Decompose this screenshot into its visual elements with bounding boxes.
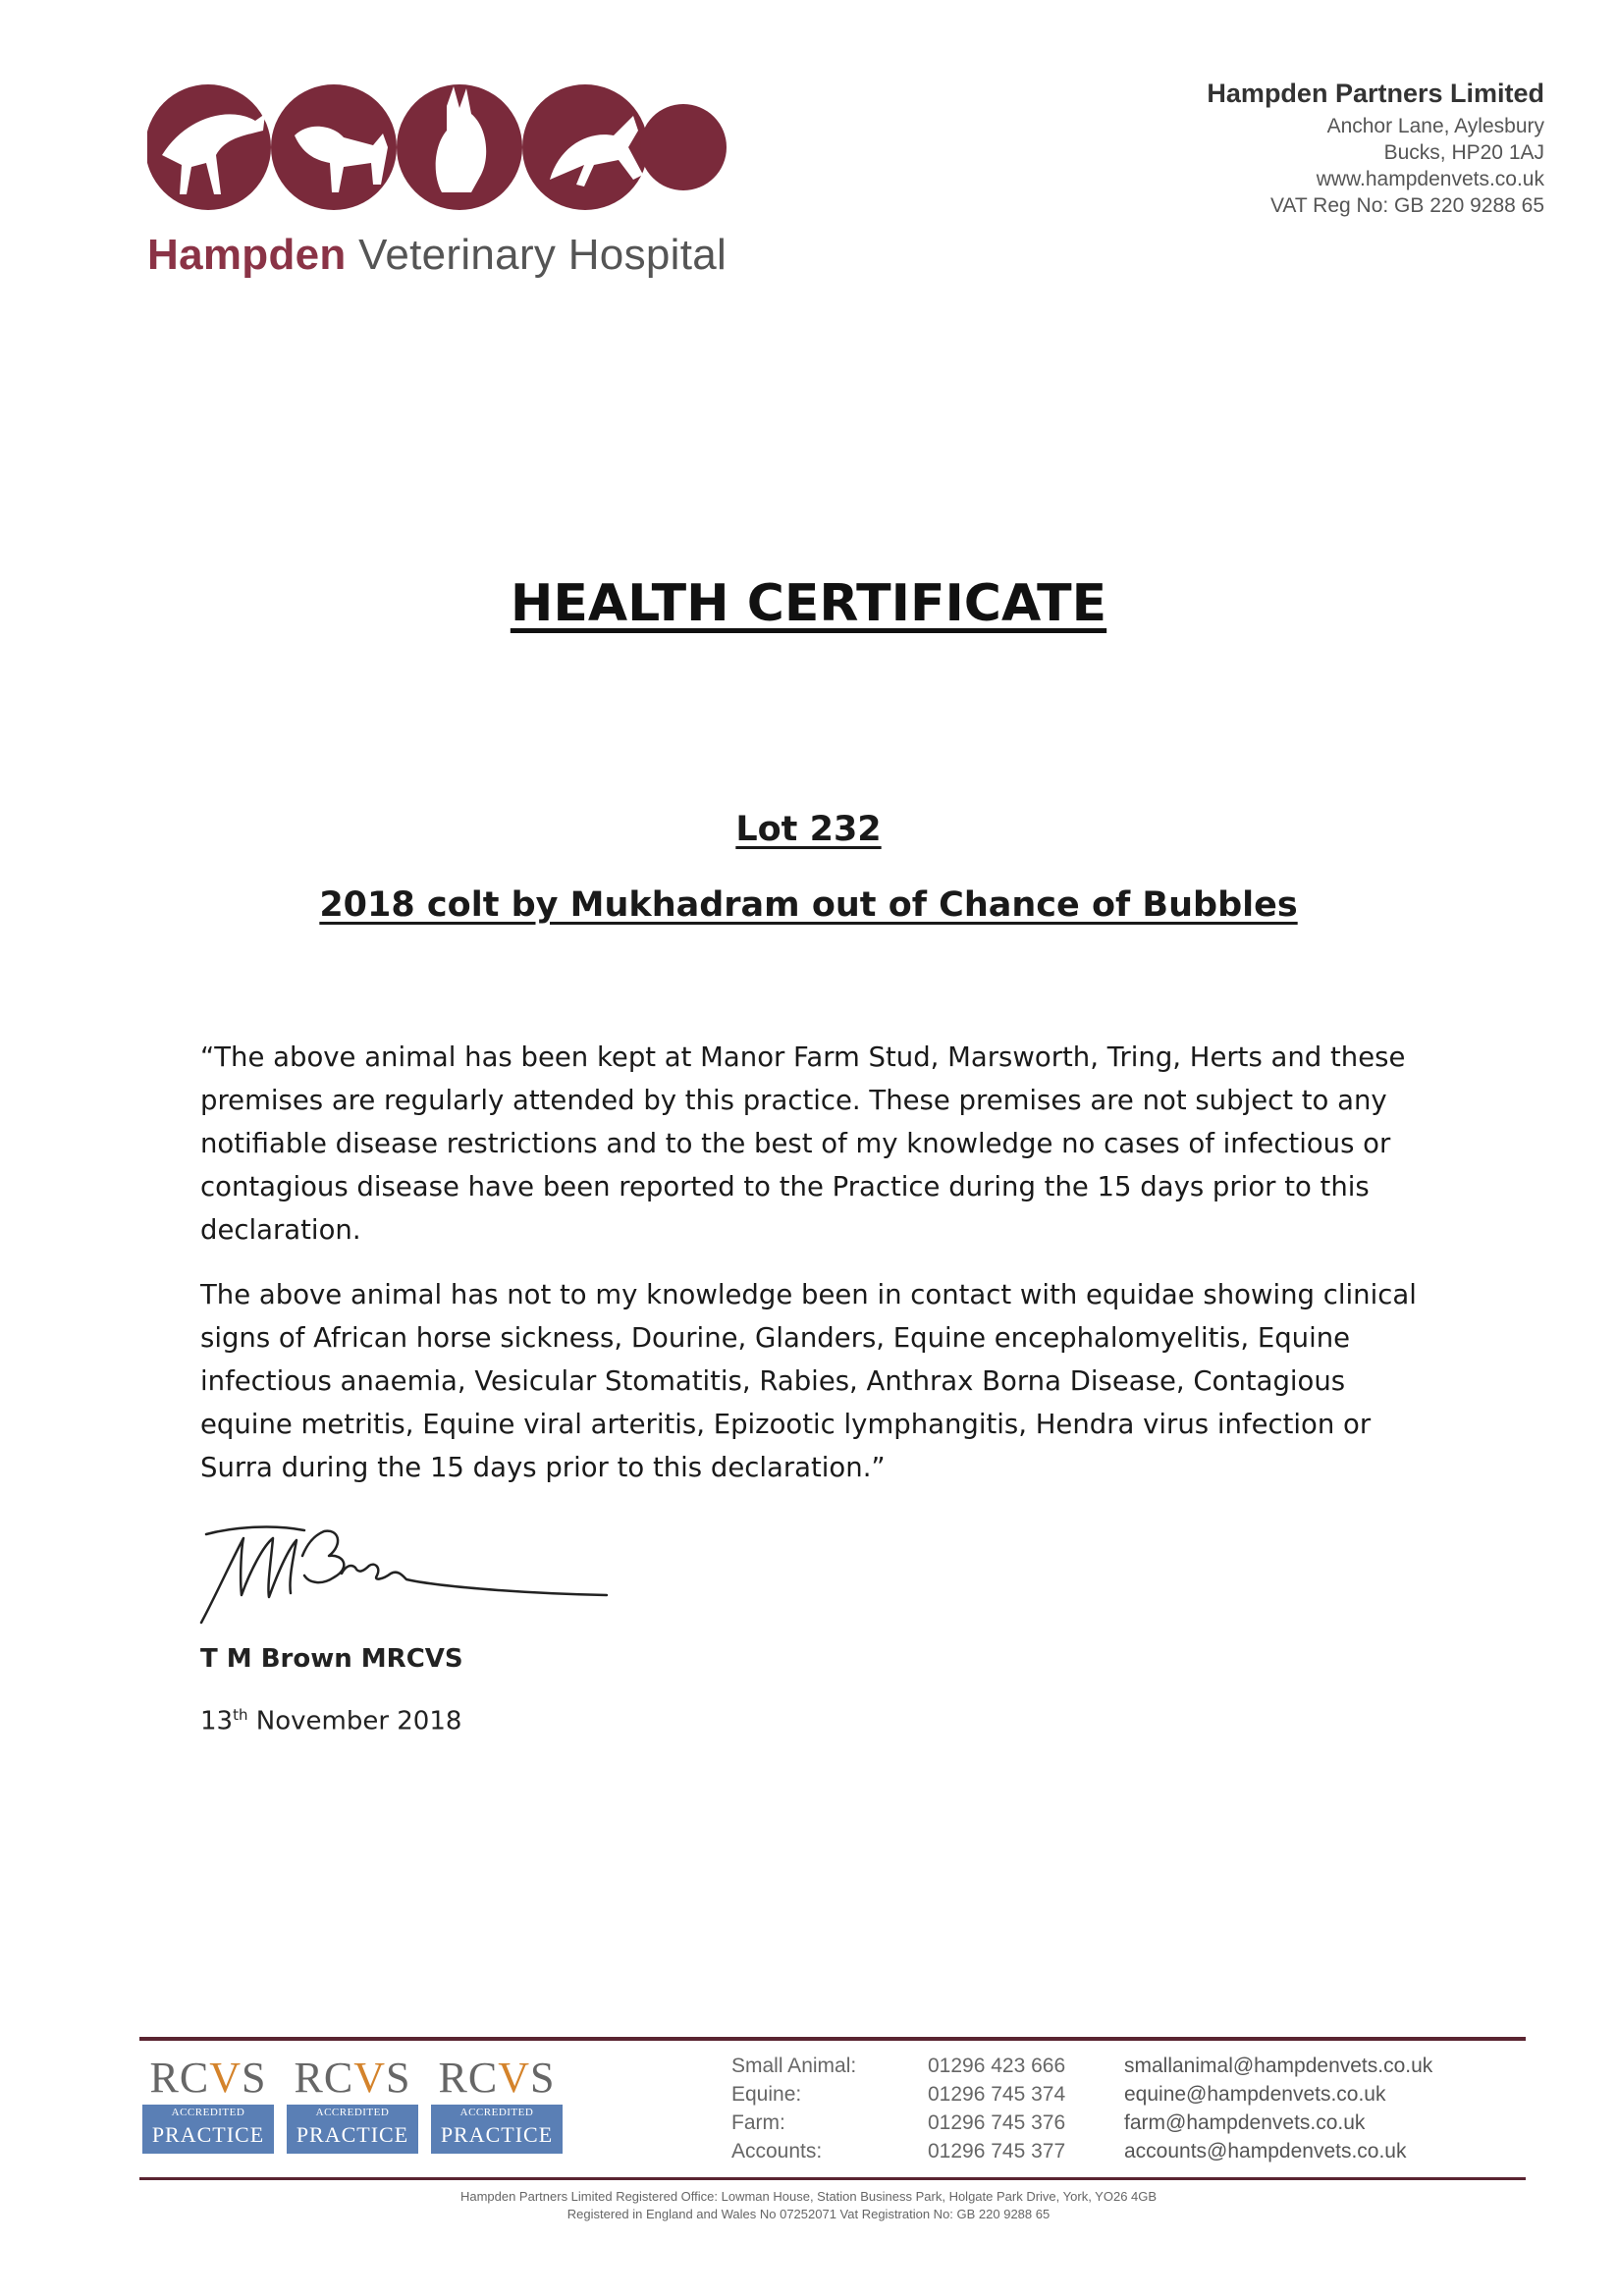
department-label: Accounts: bbox=[731, 2140, 823, 2163]
contact-directory bbox=[731, 2052, 1432, 2165]
address-line-1: Anchor Lane, Aylesbury bbox=[1326, 115, 1544, 137]
company-name: Hampden Partners Limited bbox=[1207, 79, 1544, 108]
signer-name: T M Brown MRCVS bbox=[200, 1644, 463, 1674]
email-address: farm@hampdenvets.co.uk bbox=[1124, 2111, 1366, 2134]
horse-description: 2018 colt by Mukhadram out of Chance of Bubbles bbox=[319, 885, 1298, 925]
department-label: Equine: bbox=[731, 2083, 802, 2106]
declaration-paragraph-2: The above animal has not to my knowledge been in contact with equidae showing clinical signs of African horse sickness, Dourine, Glanders, Equine encephalomyelitis, Equine infectious anaemia, Vesicular Stomatitis, Rabies, Anthrax Borna Disease, Contagious equine metritis, Equine viral arteritis, Epizootic lymphangitis, Hendra virus infection or Surra during the 15 days prior to this declaration.” bbox=[200, 1279, 1417, 1483]
hospital-logo bbox=[147, 77, 727, 280]
department-label: Small Animal: bbox=[731, 2055, 857, 2077]
contact-row bbox=[731, 2080, 1432, 2109]
rcvs-accredited-badge: RCVS ACCREDITED PRACTICE bbox=[142, 2056, 274, 2158]
rcvs-accredited-badge: RCVS ACCREDITED PRACTICE bbox=[431, 2056, 563, 2158]
contact-row bbox=[731, 2137, 1432, 2165]
declaration-paragraph-1: “The above animal has been kept at Manor Farm Stud, Marsworth, Tring, Herts and these premises are regularly attended by this practice. These premises are not subject to any notifiable disease restrictions and to the best of my knowledge no cases of infectious or contagious disease have been reported to the Practice during the 15 days prior to this declaration. bbox=[200, 1041, 1406, 1246]
lot-number: Lot 232 bbox=[735, 810, 882, 849]
signature-date: 13th November 2018 bbox=[200, 1706, 462, 1736]
company-registration: Registered in England and Wales No 07252071 Vat Registration No: GB 220 9288 65 bbox=[566, 2207, 1051, 2221]
phone-number: 01296 745 376 bbox=[928, 2111, 1066, 2134]
hospital-name: Hampden Veterinary Hospital bbox=[147, 231, 728, 279]
department-label: Farm: bbox=[731, 2111, 785, 2134]
contact-row bbox=[731, 2109, 1432, 2137]
website: www.hampdenvets.co.uk bbox=[1316, 168, 1544, 190]
rcvs-accredited-badge: RCVS ACCREDITED PRACTICE bbox=[287, 2056, 418, 2158]
footer-divider-top bbox=[139, 2037, 1526, 2041]
contact-row bbox=[731, 2052, 1432, 2080]
vat-number: VAT Reg No: GB 220 9288 65 bbox=[1269, 194, 1544, 217]
email-address: equine@hampdenvets.co.uk bbox=[1124, 2083, 1386, 2106]
handwritten-signature bbox=[196, 1517, 619, 1625]
document-title: HEALTH CERTIFICATE bbox=[510, 574, 1107, 633]
phone-number: 01296 423 666 bbox=[928, 2055, 1066, 2077]
email-address: accounts@hampdenvets.co.uk bbox=[1124, 2140, 1407, 2163]
company-address-block bbox=[1207, 79, 1544, 219]
footer-divider-bottom bbox=[139, 2177, 1526, 2180]
address-line-2: Bucks, HP20 1AJ bbox=[1383, 141, 1544, 164]
phone-number: 01296 745 374 bbox=[928, 2083, 1066, 2106]
email-address: smallanimal@hampdenvets.co.uk bbox=[1124, 2055, 1433, 2077]
phone-number: 01296 745 377 bbox=[928, 2140, 1066, 2163]
animal-silhouettes-logo bbox=[147, 77, 727, 219]
registered-office: Hampden Partners Limited Registered Office: Lowman House, Station Business Park, Holgate Park Drive, York, YO26 4GB bbox=[459, 2189, 1158, 2204]
